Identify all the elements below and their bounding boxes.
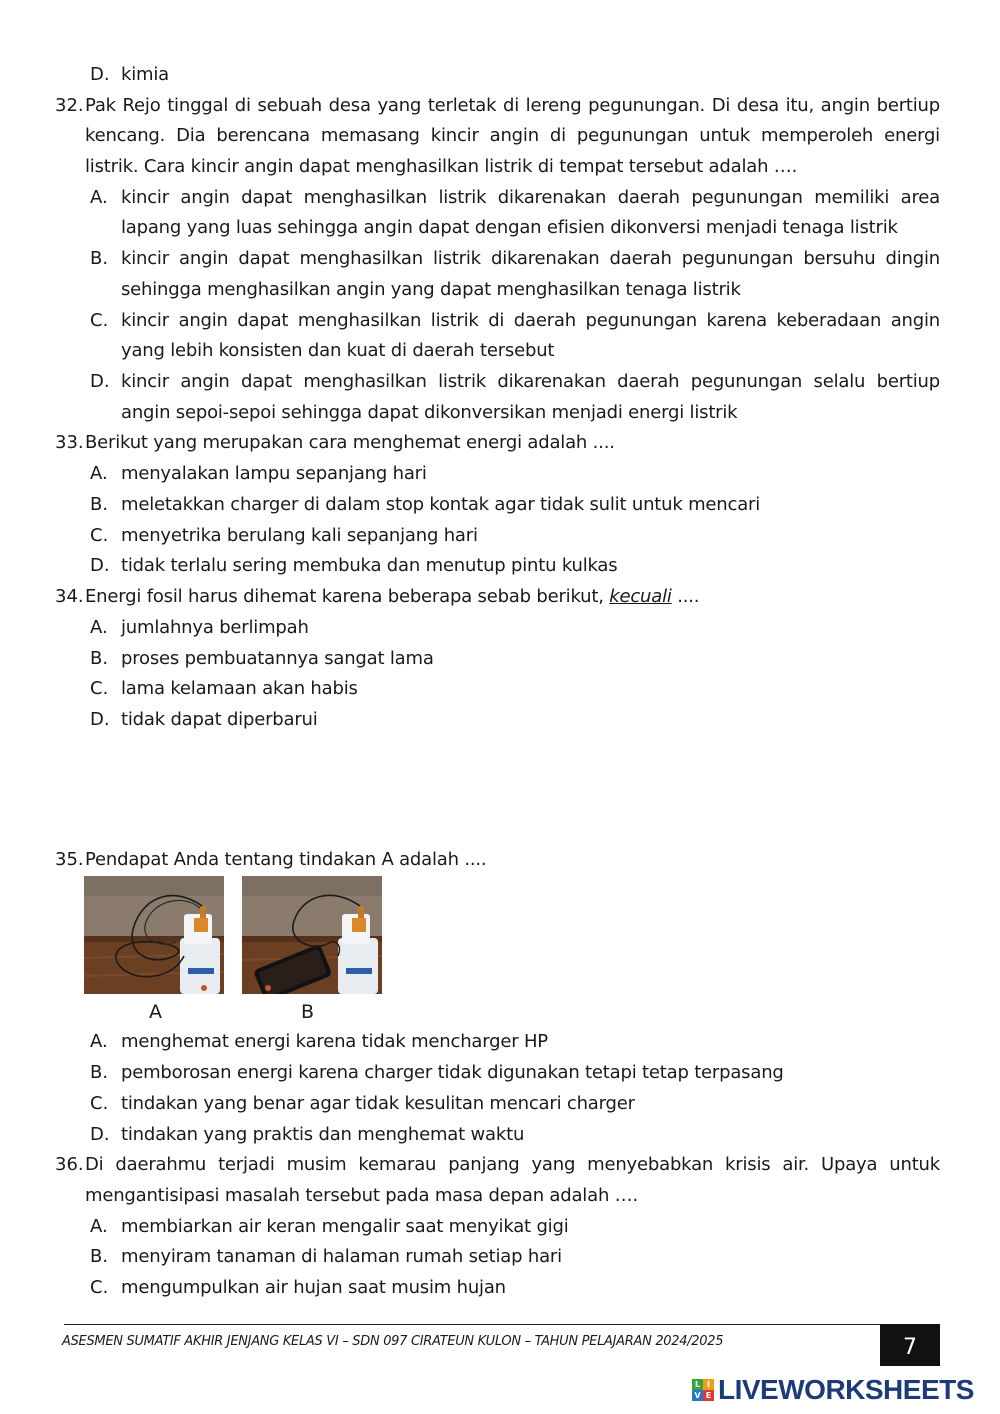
option-letter: D. <box>90 371 110 392</box>
question-text-line <box>85 582 699 612</box>
option-letter: B. <box>90 494 109 515</box>
question-text-line: Pak Rejo tinggal di sebuah desa yang terletak di lereng pegunungan. Di desa itu, angin bertiup <box>85 95 940 116</box>
option-text: yang lebih konsisten dan kuat di daerah tersebut <box>121 340 555 361</box>
option-letter: C. <box>90 310 109 331</box>
option-text: jumlahnya berlimpah <box>121 617 309 638</box>
option-text: tidak terlalu sering membuka dan menutup pintu kulkas <box>121 555 618 576</box>
option-text: proses pembuatannya sangat lama <box>121 648 434 669</box>
option-letter: D. <box>90 64 110 85</box>
option-letter: C. <box>90 1093 109 1114</box>
phone-charging-photo-icon <box>242 876 382 994</box>
question-text-line: Pendapat Anda tentang tindakan A adalah .... <box>85 849 487 870</box>
charger-photo-icon <box>84 876 224 994</box>
option-text: kimia <box>121 64 169 85</box>
option-text: menyalakan lampu sepanjang hari <box>121 463 427 484</box>
option-text: kincir angin dapat menghasilkan listrik dikarenakan daerah pegunungan bersuhu dingin <box>121 248 940 269</box>
option-letter: D. <box>90 555 110 576</box>
liveworksheets-brand[interactable] <box>692 1373 974 1407</box>
option-letter: D. <box>90 709 110 730</box>
option-text: tindakan yang praktis dan menghemat waktu <box>121 1124 525 1145</box>
question-text-line: Di daerahmu terjadi musim kemarau panjang yang menyebabkan krisis air. Upaya untuk <box>85 1154 940 1175</box>
question-text-line: mengantisipasi masalah tersebut pada masa depan adalah …. <box>85 1185 638 1206</box>
option-text: angin sepoi-sepoi sehingga dapat dikonversikan menjadi energi listrik <box>121 402 738 423</box>
option-letter: B. <box>90 248 109 269</box>
option-text: tidak dapat diperbarui <box>121 709 318 730</box>
question-number: 35. <box>55 849 84 870</box>
option-letter: A. <box>90 617 108 638</box>
option-text: membiarkan air keran mengalir saat menyikat gigi <box>121 1216 569 1237</box>
option-text: sehingga menghasilkan angin yang dapat menghasilkan tenaga listrik <box>121 279 741 300</box>
option-letter: A. <box>90 463 108 484</box>
option-letter: A. <box>90 1216 108 1237</box>
option-text: lama kelamaan akan habis <box>121 678 358 699</box>
page-number: 7 <box>880 1324 940 1366</box>
option-text: meletakkan charger di dalam stop kontak agar tidak sulit untuk mencari <box>121 494 761 515</box>
option-letter: A. <box>90 187 108 208</box>
option-text: kincir angin dapat menghasilkan listrik dikarenakan daerah pegunungan selalu bertiup <box>121 371 940 392</box>
liveworksheets-logo-icon <box>692 1379 714 1401</box>
option-text: menyetrika berulang kali sepanjang hari <box>121 525 478 546</box>
question-text-part: .... <box>671 586 700 607</box>
option-text: pemborosan energi karena charger tidak digunakan tetapi tetap terpasang <box>121 1062 784 1083</box>
option-text: mengumpulkan air hujan saat musim hujan <box>121 1277 506 1298</box>
option-text: menghemat energi karena tidak mencharger HP <box>121 1031 548 1052</box>
question-number: 32. <box>55 95 84 116</box>
question-text-line: kencang. Dia berencana memasang kincir angin di pegunungan untuk memperoleh energi <box>85 125 940 146</box>
option-letter: C. <box>90 678 109 699</box>
option-letter: C. <box>90 1277 109 1298</box>
option-letter: B. <box>90 648 109 669</box>
option-text: kincir angin dapat menghasilkan listrik dikarenakan daerah pegunungan memiliki area <box>121 187 940 208</box>
option-letter: B. <box>90 1246 109 1267</box>
logo-tile: L <box>692 1379 703 1390</box>
photo-a-charger-unplugged-phone <box>84 876 224 994</box>
option-text: kincir angin dapat menghasilkan listrik di daerah pegunungan karena keberadaan angin <box>121 310 940 331</box>
emphasis-word: kecuali <box>609 586 672 607</box>
brand-name: LIVEWORKSHEETS <box>718 1374 974 1405</box>
option-text: lapang yang luas sehingga angin dapat dengan efisien dikonversi menjadi tenaga listrik <box>121 217 898 238</box>
footer-divider <box>64 1324 940 1325</box>
option-letter: D. <box>90 1124 110 1145</box>
logo-tile: I <box>703 1379 714 1390</box>
question-number: 34. <box>55 586 84 607</box>
logo-tile: V <box>692 1390 703 1401</box>
option-letter: B. <box>90 1062 109 1083</box>
question-text-part: Energi fosil harus dihemat karena beberapa sebab berikut, <box>85 586 610 607</box>
question-text-line: Berikut yang merupakan cara menghemat energi adalah .... <box>85 432 615 453</box>
question-number: 36. <box>55 1154 84 1175</box>
option-text: tindakan yang benar agar tidak kesulitan mencari charger <box>121 1093 635 1114</box>
photo-label-b: B <box>301 1001 315 1023</box>
question-text-line: listrik. Cara kincir angin dapat menghasilkan listrik di tempat tersebut adalah …. <box>85 156 798 177</box>
option-text: menyiram tanaman di halaman rumah setiap hari <box>121 1246 562 1267</box>
logo-tile: E <box>703 1390 714 1401</box>
option-letter: C. <box>90 525 109 546</box>
photo-label-a: A <box>149 1001 162 1023</box>
footer-text: ASESMEN SUMATIF AKHIR JENJANG KELAS VI – SDN 097 CIRATEUN KULON – TAHUN PELAJARAN 2024/2025 <box>62 1334 724 1349</box>
option-letter: A. <box>90 1031 108 1052</box>
photo-b-phone-charging <box>242 876 382 994</box>
question-number: 33. <box>55 432 84 453</box>
